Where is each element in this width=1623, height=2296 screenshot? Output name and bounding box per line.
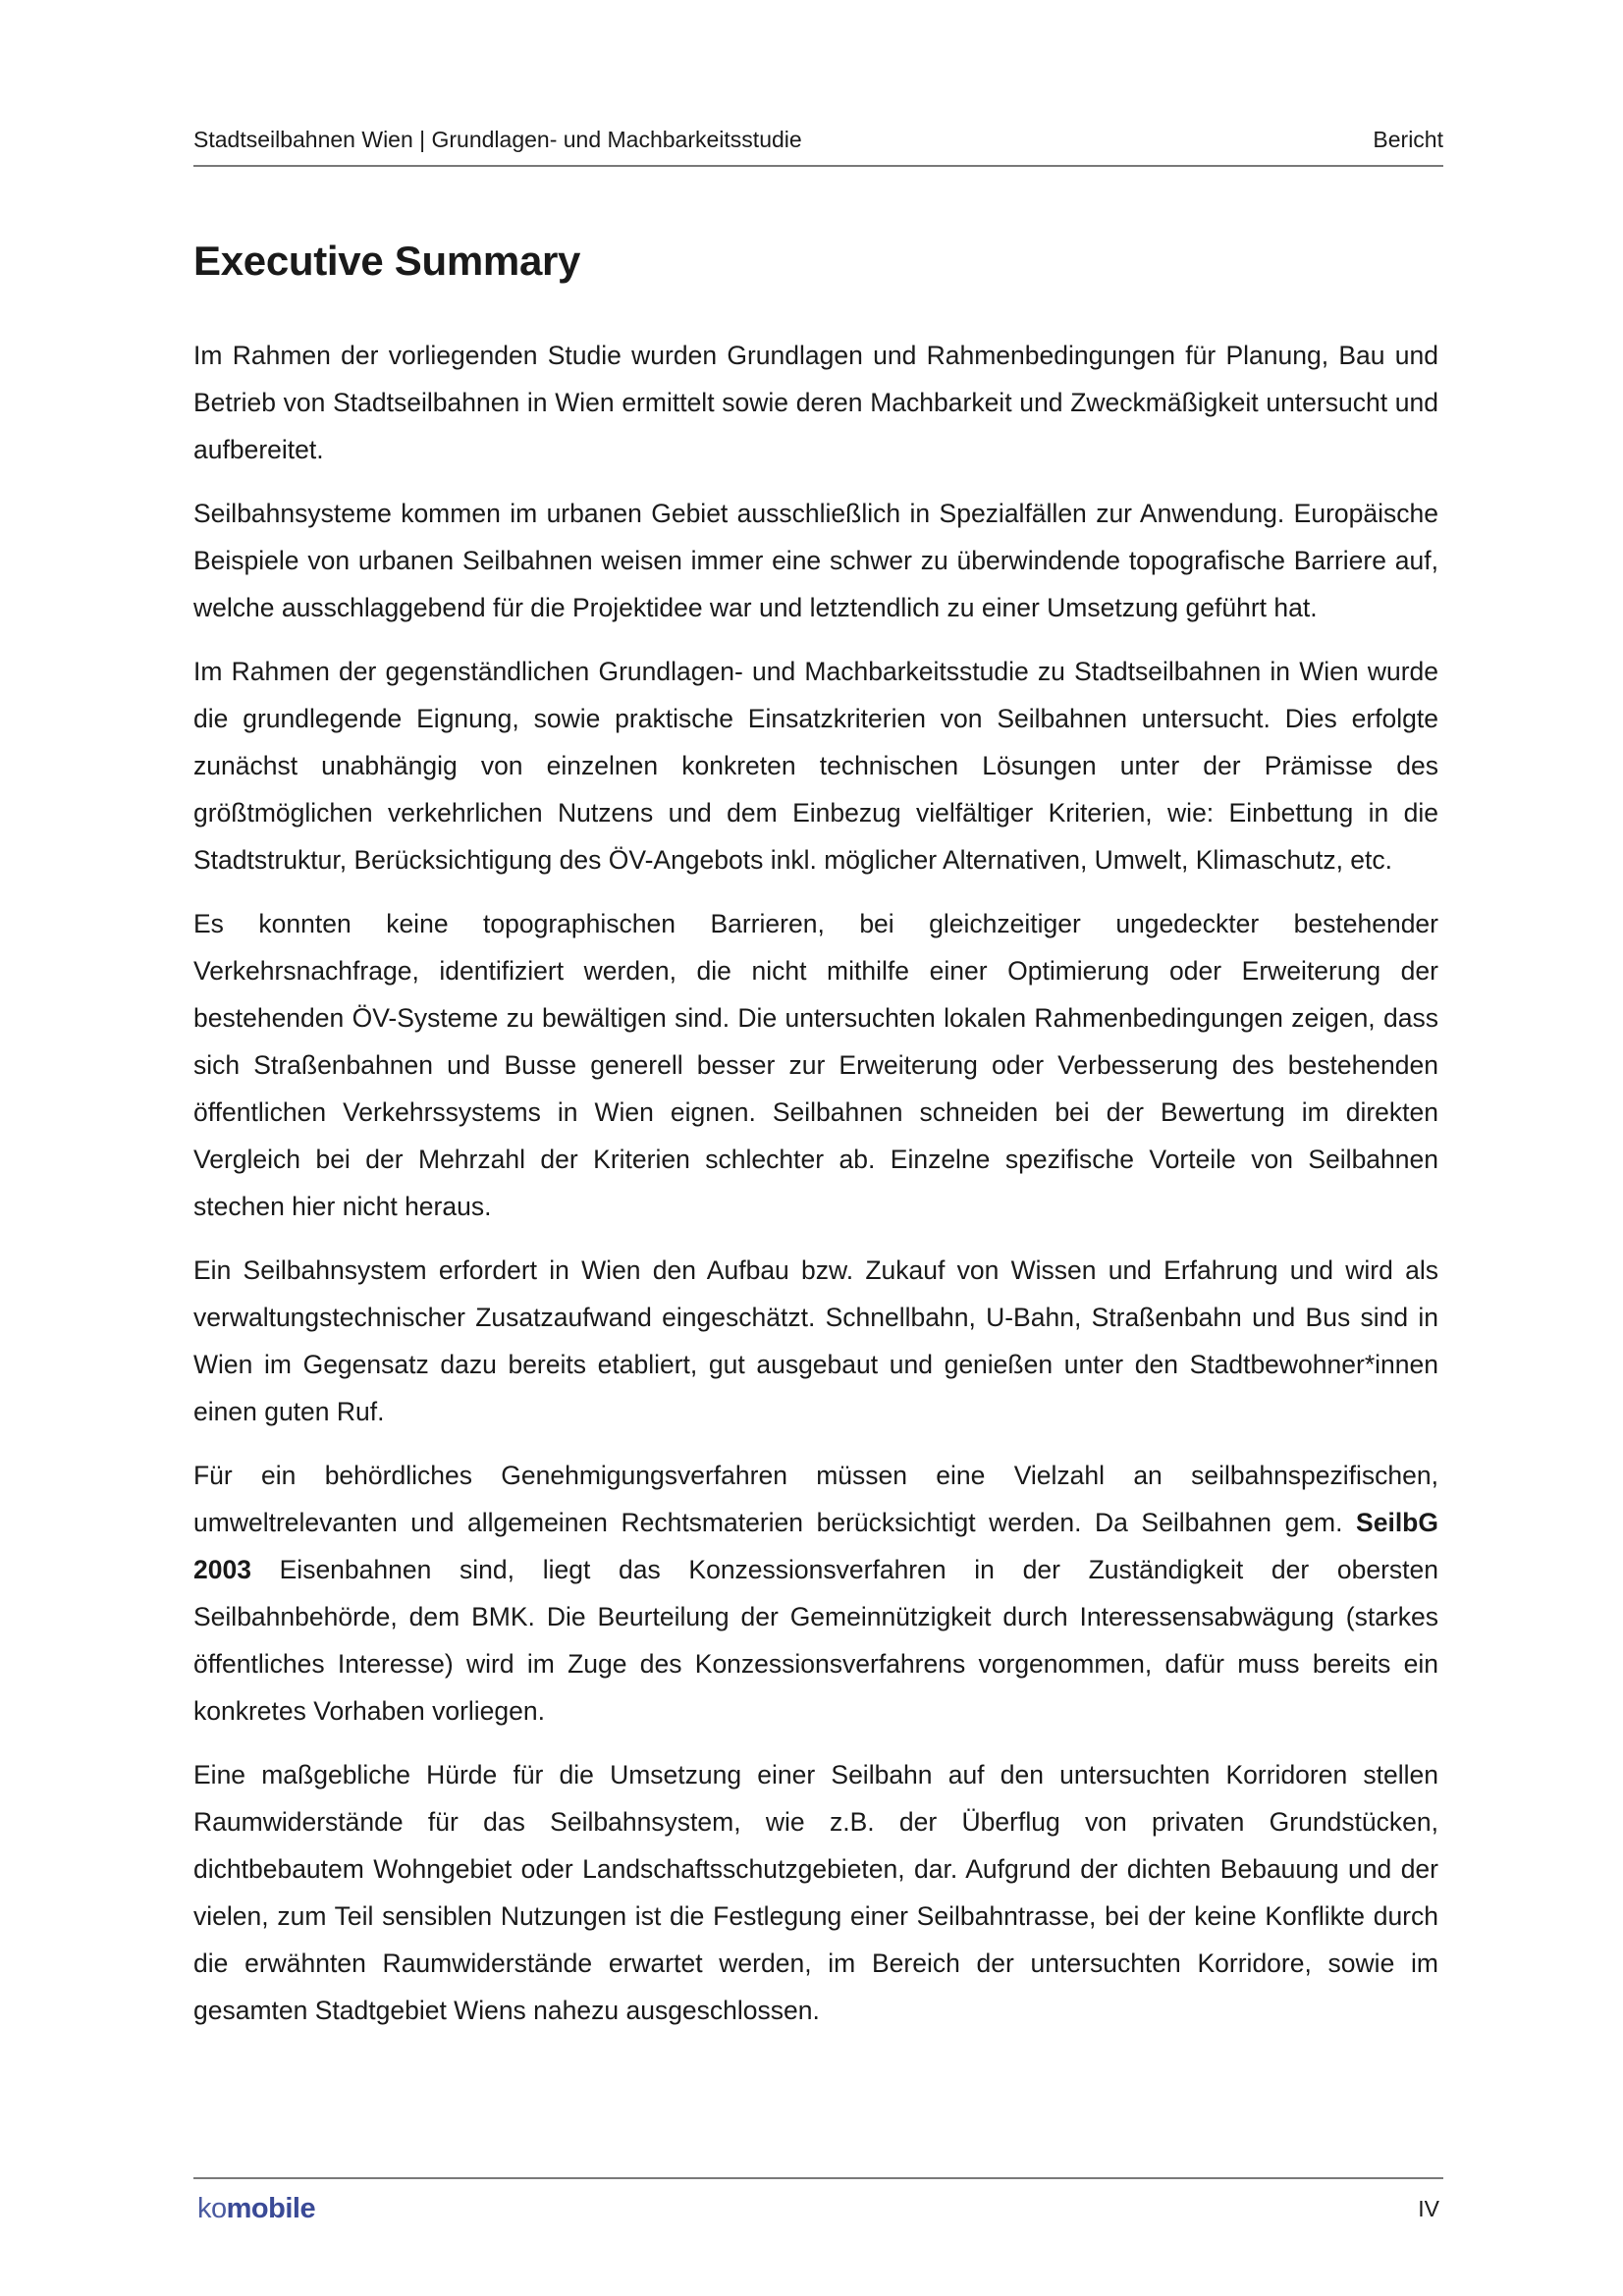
logo-text-mobile: mobile [226,2192,316,2224]
paragraph-1: Im Rahmen der vorliegenden Studie wurden Grundlagen und Rahmenbedingungen für Planung, Bau und Betrieb von Stadtseilbahnen in Wien ermittelt sowie deren Machbarkeit und Zweckmäßigkeit untersucht und aufbereitet. [193,341,1438,464]
paragraph-5: Ein Seilbahnsystem erfordert in Wien den Aufbau bzw. Zukauf von Wissen und Erfahrung und wird als verwaltungstechnischer Zusatzaufwand eingeschätzt. Schnellbahn, U-Bahn, Straßenbahn und Bus sind in Wien im Gegensatz dazu bereits etabliert, gut ausgebaut und genießen unter den Stadtbewohner*innen einen guten Ruf. [193,1255,1438,1426]
paragraph-7: Eine maßgebliche Hürde für die Umsetzung einer Seilbahn auf den untersuchten Korridoren stellen Raumwiderstände für das Seilbahnsystem, wie z.B. der Überflug von privaten Grundstücken, dichtbebautem Wohngebiet oder Landschaftsschutzgebieten, dar. Aufgrund der dichten Bebauung und der vielen, zum Teil sensiblen Nutzungen ist die Festlegung einer Seilbahntrasse, bei der keine Konflikte durch die erwähnten Raumwiderstände erwartet werden, im Bereich der untersuchten Korridore, sowie im gesamten Stadtgebiet Wiens nahezu ausgeschlossen. [193,1760,1438,2025]
logo-text-ko: ko [197,2192,227,2224]
header-document-title: Stadtseilbahnen Wien | Grundlagen- und Machbarkeitsstudie [193,127,802,152]
page-header [193,122,1443,167]
paragraph-6 [193,1452,1438,1735]
komobile-logo [193,2193,315,2225]
page-number: IV [1418,2195,1439,2221]
paragraph-6-text-start: Für ein behördliches Genehmigungsverfahren müssen eine Vielzahl an seilbahnspezifischen, umweltrelevanten und allgemeinen Rechtsmaterien berücksichtigt werden. Da Seilbahnen gem. [193,1461,1438,1537]
document-body [193,332,1438,2051]
paragraph-2: Seilbahnsysteme kommen im urbanen Gebiet ausschließlich in Spezialfällen zur Anwendung. Europäische Beispiele von urbanen Seilbahnen weisen immer eine schwer zu überwindende topografische Barriere auf, welche ausschlaggebend für die Projektidee war und letztendlich zu einer Umsetzung geführt hat. [193,499,1438,622]
header-section-label: Bericht [1373,127,1443,152]
law-reference: SeilbG 2003 [193,1508,1438,1584]
paragraph-6-text-end: Eisenbahnen sind, liegt das Konzessionsverfahren in der Zuständigkeit der obersten Seilbahnbehörde, dem BMK. Die Beurteilung der Gemeinnützigkeit durch Interessensabwägung (starkes öffentliches Interesse) wird im Zuge des Konzessionsverfahrens vorgenommen, dafür muss bereits ein konkretes Vorhaben vorliegen. [193,1555,1438,1726]
page-title: Executive Summary [193,238,581,284]
page-footer [193,2177,1443,2238]
paragraph-4: Es konnten keine topographischen Barrieren, bei gleichzeitiger ungedeckter bestehender Verkehrsnachfrage, identifiziert werden, die nicht mithilfe einer Optimierung oder Erweiterung der bestehenden ÖV-Systeme zu bewältigen sind. Die untersuchten lokalen Rahmenbedingungen zeigen, dass sich Straßenbahnen und Busse generell besser zur Erweiterung oder Verbesserung des bestehenden öffentlichen Verkehrssystems in Wien eignen. Seilbahnen schneiden bei der Bewertung im direkten Vergleich bei der Mehrzahl der Kriterien schlechter ab. Einzelne spezifische Vorteile von Seilbahnen stechen hier nicht heraus. [193,909,1438,1221]
paragraph-3: Im Rahmen der gegenständlichen Grundlagen- und Machbarkeitsstudie zu Stadtseilbahnen in Wien wurde die grundlegende Eignung, sowie praktische Einsatzkriterien von Seilbahnen untersucht. Dies erfolgte zunächst unabhängig von einzelnen konkreten technischen Lösungen unter der Prämisse des größtmöglichen verkehrlichen Nutzens und dem Einbezug vielfältiger Kriterien, wie: Einbettung in die Stadtstruktur, Berücksichtigung des ÖV-Angebots inkl. möglicher Alternativen, Umwelt, Klimaschutz, etc. [193,657,1438,875]
